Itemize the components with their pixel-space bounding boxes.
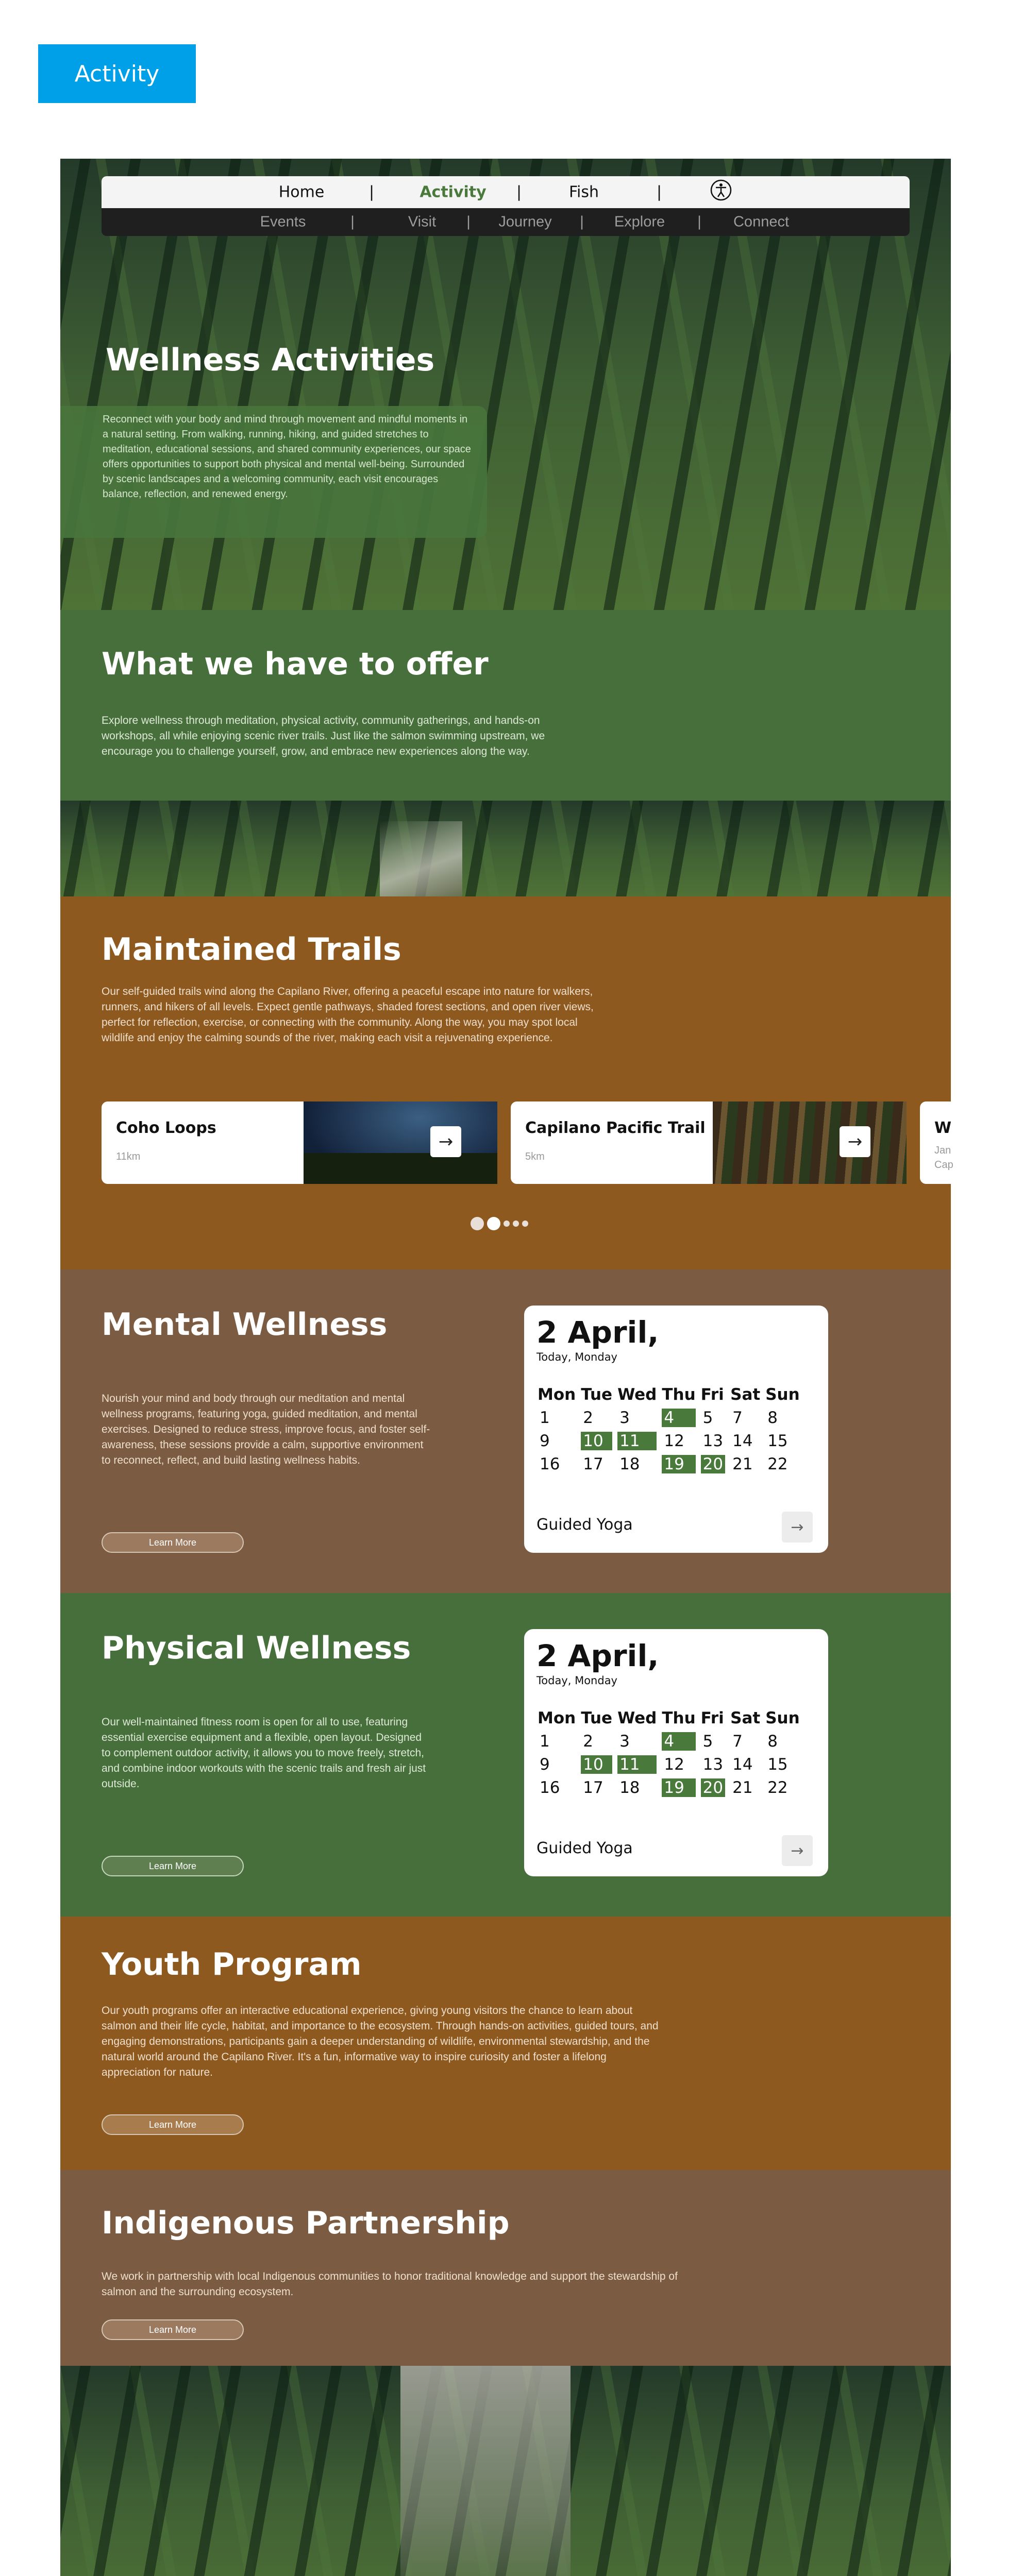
accessibility-icon[interactable] (710, 179, 732, 206)
youth-text: Our youth programs offer an interactive educational experience, giving young visitors the chance to learn about salmon and their life cycle, habitat, and importance to the ecosystem. Through hands-on activities, guided tours, and engaging demonstrations, participants gain a deeper understanding of wildlife, environmental stewardship, and the natural world around the Capilano River. It's a fun, informative way to inspire curiosity and foster a lifelong appreciation for nature. (102, 2005, 659, 2078)
hero-section (60, 159, 951, 610)
mental-text: Nourish your mind and body through our meditation and mental wellness programs, featuring yoga, guided meditation, and mental exercises. Designed to reduce stress, improve focus, and foster self-awareness, these sessions provide a calm, supportive environment to reconnect, reflect, and build lasting wellness habits. (102, 1393, 430, 1466)
youth-title: Youth Program (102, 1946, 362, 1982)
primary-nav (102, 176, 910, 208)
calendar-day-header: Tue (581, 1385, 613, 1404)
calendar-day[interactable]: 22 (767, 1778, 788, 1797)
calendar-day[interactable]: 14 (732, 1755, 753, 1774)
trail-card-image (304, 1101, 497, 1184)
calendar-day[interactable]: 21 (732, 1778, 753, 1797)
secondary-nav (102, 208, 910, 236)
calendar-day-highlighted[interactable]: 10 (581, 1755, 612, 1774)
calendar-day[interactable]: 16 (540, 1778, 560, 1797)
trail-card-title: W (934, 1119, 952, 1137)
youth-learn-more-button[interactable]: Learn More (102, 2114, 244, 2135)
calendar-day[interactable]: 13 (702, 1755, 724, 1774)
indigenous-learn-more-button[interactable]: Learn More (102, 2319, 244, 2340)
calendar-day-header: Mon (538, 1709, 576, 1727)
calendar-day-highlighted[interactable]: 4 (662, 1732, 695, 1751)
calendar-day-highlighted[interactable]: 11 (617, 1432, 657, 1450)
nav-journey[interactable]: Journey (498, 213, 552, 230)
calendar-day[interactable]: 14 (732, 1432, 753, 1450)
calendar-day[interactable]: 7 (732, 1409, 743, 1427)
nav-separator: | (368, 183, 375, 201)
offer-section (60, 610, 951, 801)
calendar-subtitle: Today, Monday (536, 1674, 617, 1687)
calendar-day-highlighted[interactable]: 20 (701, 1455, 725, 1473)
calendar-date: 2 April, (536, 1638, 659, 1673)
calendar-day-header: Fri (700, 1709, 724, 1727)
calendar-day-header: Sat (730, 1709, 761, 1727)
calendar-day[interactable]: 21 (732, 1455, 753, 1473)
calendar-day[interactable]: 5 (702, 1409, 713, 1427)
calendar-event-label: Guided Yoga (536, 1516, 633, 1534)
calendar-day[interactable]: 8 (767, 1409, 778, 1427)
trail-card-title: Coho Loops (116, 1119, 216, 1137)
nav-activity[interactable]: Activity (420, 183, 487, 201)
carousel-dot[interactable] (504, 1221, 510, 1227)
forest-strip (60, 801, 951, 896)
calendar-day-highlighted[interactable]: 11 (617, 1755, 657, 1774)
mental-section (60, 1269, 951, 1593)
activity-label-box (38, 44, 196, 103)
page-container (60, 159, 951, 2576)
nav-separator: | (656, 183, 662, 201)
calendar-day[interactable]: 8 (767, 1732, 778, 1751)
hero-text: Reconnect with your body and mind through movement and mindful moments in a natural setting. From walking, running, hiking, and guided stretches to meditation, educational sessions, and shared community experiences, our space offers opportunities to support both physical and mental well-being. Surrounded by scenic landscapes and a welcoming community, each visit encourages balance, reflection, and renewed energy. (103, 414, 471, 500)
youth-section (60, 1917, 951, 2170)
calendar-day[interactable]: 18 (619, 1778, 640, 1797)
calendar-day-header: Thu (662, 1709, 696, 1727)
calendar-day[interactable]: 17 (583, 1778, 603, 1797)
activity-label: Activity (74, 60, 160, 87)
calendar-grid (532, 1704, 805, 1802)
calendar-day-highlighted[interactable]: 10 (581, 1432, 612, 1450)
physical-title: Physical Wellness (102, 1630, 411, 1666)
trails-title: Maintained Trails (102, 931, 401, 968)
calendar-day[interactable]: 1 (540, 1409, 550, 1427)
carousel-dot[interactable] (522, 1221, 528, 1227)
trail-card-coho[interactable] (102, 1101, 497, 1184)
nav-separator: | (466, 213, 471, 230)
calendar-day[interactable]: 5 (702, 1732, 713, 1751)
calendar-event-arrow[interactable]: → (782, 1512, 813, 1543)
trail-card-arrow[interactable]: → (840, 1126, 870, 1157)
hero-title: Wellness Activities (106, 342, 435, 378)
indigenous-text: We work in partnership with local Indigenous communities to honor traditional knowledge and support the stewardship of salmon and the surrounding ecosystem. (102, 2270, 678, 2298)
indigenous-section (60, 2170, 951, 2366)
calendar-day-header: Fri (700, 1385, 724, 1404)
calendar-day-header: Sun (765, 1709, 800, 1727)
nav-home[interactable]: Home (278, 183, 325, 201)
calendar-day[interactable]: 15 (767, 1432, 788, 1450)
offer-title: What we have to offer (102, 646, 489, 682)
calendar-day[interactable]: 9 (540, 1755, 550, 1774)
calendar-event-label: Guided Yoga (536, 1839, 633, 1857)
calendar-day-highlighted[interactable]: 20 (701, 1778, 725, 1797)
mental-title: Mental Wellness (102, 1307, 388, 1343)
nav-separator: | (516, 183, 522, 201)
nav-separator: | (350, 213, 355, 230)
nav-connect[interactable]: Connect (733, 213, 790, 230)
mental-calendar (524, 1306, 828, 1553)
forest-image (60, 2366, 951, 2576)
rock-face (400, 2366, 571, 2576)
trail-card-distance: 5km (525, 1151, 545, 1162)
trail-card-distance: Cap (934, 1159, 953, 1171)
physical-learn-more-button[interactable]: Learn More (102, 1856, 244, 1876)
mental-learn-more-button[interactable]: Learn More (102, 1532, 244, 1553)
carousel-dot[interactable] (487, 1217, 500, 1230)
trail-card-distance: 11km (116, 1151, 141, 1162)
calendar-day-highlighted[interactable]: 19 (662, 1778, 695, 1797)
nav-events[interactable]: Events (260, 213, 306, 230)
calendar-day-header: Mon (538, 1385, 576, 1404)
nav-separator: | (580, 213, 584, 230)
treeline (304, 1153, 497, 1184)
calendar-grid (532, 1381, 805, 1478)
offer-text: Explore wellness through meditation, physical activity, community gatherings, and hands-on workshops, all while enjoying scenic river trails. Just like the salmon swimming upstream, we encourage you to challenge yourself, grow, and embrace new experiences along the way. (102, 715, 545, 757)
carousel-dot[interactable] (513, 1221, 519, 1227)
calendar-day[interactable]: 22 (767, 1455, 788, 1473)
calendar-day[interactable]: 15 (767, 1755, 788, 1774)
calendar-day[interactable]: 13 (702, 1432, 724, 1450)
river-rocks (380, 821, 462, 896)
trail-card-title: Capilano Pacific Trail (525, 1119, 706, 1137)
calendar-day[interactable]: 1 (540, 1732, 550, 1751)
hero-text-box (60, 406, 487, 538)
calendar-day[interactable]: 2 (583, 1732, 593, 1751)
physical-section (60, 1593, 951, 1917)
calendar-day-highlighted[interactable]: 4 (662, 1409, 695, 1427)
trails-text: Our self-guided trails wind along the Capilano River, offering a peaceful escape into nature for walkers, runners, and hikers of all levels. Expect gentle pathways, shaded forest sections, and open river views, perfect for reflection, exercise, or connecting with the community. Along the way, you may spot local wildlife and enjoy the calming sounds of the river, making each visit a rejuvenating experience. (102, 986, 594, 1044)
trail-card-capilano[interactable] (511, 1101, 907, 1184)
calendar-day[interactable]: 9 (540, 1432, 550, 1450)
nav-separator: | (697, 213, 701, 230)
indigenous-title: Indigenous Partnership (102, 2205, 510, 2241)
calendar-day-highlighted[interactable]: 19 (662, 1455, 695, 1473)
calendar-date: 2 April, (536, 1315, 659, 1350)
calendar-day[interactable]: 12 (664, 1755, 684, 1774)
nav-visit[interactable]: Visit (408, 213, 437, 230)
calendar-day-header: Wed (617, 1385, 657, 1404)
calendar-day[interactable]: 18 (619, 1455, 640, 1473)
nav-explore[interactable]: Explore (614, 213, 665, 230)
calendar-day-header: Sat (730, 1385, 761, 1404)
calendar-day[interactable]: 3 (619, 1409, 630, 1427)
carousel-dot[interactable] (471, 1217, 484, 1230)
physical-calendar (524, 1629, 828, 1876)
calendar-day[interactable]: 17 (583, 1455, 603, 1473)
calendar-day-header: Thu (662, 1385, 696, 1404)
trail-card-distance: Jan (934, 1145, 951, 1156)
calendar-day[interactable]: 7 (732, 1732, 743, 1751)
nav-fish[interactable]: Fish (568, 183, 599, 201)
calendar-day-header: Wed (617, 1709, 657, 1727)
trail-card-arrow[interactable]: → (430, 1126, 461, 1157)
carousel-dots (60, 1216, 951, 1231)
calendar-day[interactable]: 3 (619, 1732, 630, 1751)
trail-card-image (713, 1101, 907, 1184)
calendar-day[interactable]: 2 (583, 1409, 593, 1427)
calendar-subtitle: Today, Monday (536, 1351, 617, 1363)
calendar-day-header: Tue (581, 1709, 613, 1727)
calendar-day-header: Sun (765, 1385, 800, 1404)
calendar-day[interactable]: 12 (664, 1432, 684, 1450)
physical-text: Our well-maintained fitness room is open for all to use, featuring essential exercise equipment and a flexible, open layout. Designed to complement outdoor activity, it allows you to move freely, stretch, and combine indoor workouts with the scenic trails and fresh air just outside. (102, 1716, 426, 1790)
trail-card-partial[interactable] (920, 1101, 1023, 1184)
calendar-event-arrow[interactable]: → (782, 1835, 813, 1866)
trails-section (60, 896, 951, 1269)
calendar-day[interactable]: 16 (540, 1455, 560, 1473)
